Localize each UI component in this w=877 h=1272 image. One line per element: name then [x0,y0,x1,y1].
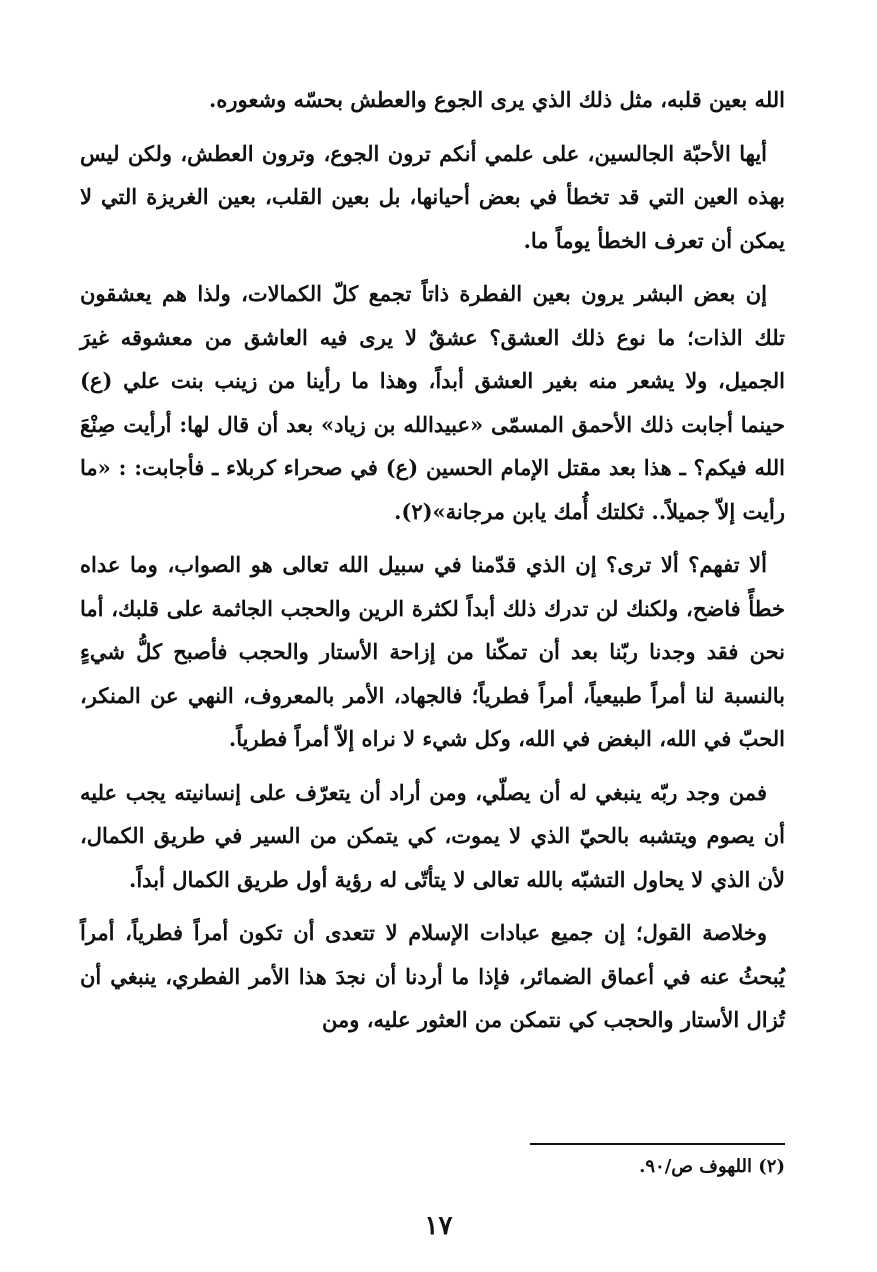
footnote: (٢) اللهوف ص/٩٠. [639,1156,785,1177]
body-text [80,78,785,1042]
paragraph-continuation: الله بعين قلبه، مثل ذلك الذي يرى الجوع والعطش بحسّه وشعوره. [209,87,785,112]
paragraph-prayer-fasting: فمن وجد ربّه ينبغي له أن يصلّي، ومن أراد أن يتعرّف على إنسانيته يجب عليه أن يصوم ويتشبه بالحيّ الذي لا يموت، كي يتمكن من السير في طريق الكمال، لأن الذي لا يحاول التشبّه بالله تعالى لا يتأتّى له رؤية أول طريق الكمال أبداً. [80,779,785,892]
page-number: ١٧ [424,1211,453,1241]
paragraph-do-you-not-see: ألا تفهم؟ ألا ترى؟ إن الذي قدّمنا في سبيل الله تعالى هو الصواب، وما عداه خطأً فاضح، ولكنك لن تدرك ذلك أبداً لكثرة الرين والحجب الجاثمة على قلبك، أما نحن فقد وجدنا ربّنا بعد أن تمكّنا من إزاحة الأستار والحجب فأصبح كلُّ شيءٍ بالنسبة لنا أمراً طبيعياً، أمراً فطرياً؛ فالجهاد، الأمر بالمعروف، النهي عن المنكر، الحبّ في الله، البغض في الله، وكل شيء لا نراه إلاّ أمراً فطرياً. [80,552,785,751]
footnote-divider [530,1143,785,1145]
paragraph-fitra-love: إن بعض البشر يرون بعين الفطرة ذاتاً تجمع كلّ الكمالات، ولذا هم يعشقون تلك الذات؛ ما نوع ذلك العشق؟ عشقٌ لا يرى فيه العاشق من معشوقه غيرَ الجميل، ولا يشعر منه بغير العشق أبداً، وهذا ما رأينا من زينب بنت علي (ع) حينما أجابت ذلك الأحمق المسمّى «عبيدالله بن زياد» بعد أن قال لها: أرأيت صِنْعَ الله فيكم؟ ـ هذا بعد مقتل الإمام الحسين (ع) في صحراء كربلاء ـ فأجابت: : «ما رأيت إلاّ جميلاً.. ثكلتك أُمك يابن مرجانة»(٢). [80,281,785,524]
paragraph-hunger-thirst: أيها الأحبّة الجالسين، على علمي أنكم ترون الجوع، وترون العطش، ولكن ليس بهذه العين التي قد تخطأ في بعض أحيانها، بل بعين القلب، بعين الغريزة التي لا يمكن أن تعرف الخطأ يوماً ما. [80,140,785,253]
paragraph-conclusion: وخلاصة القول؛ إن جميع عبادات الإسلام لا تتعدى أن تكون أمراً فطرياً، أمراً يُبحثُ عنه في أعماق الضمائر، فإذا ما أردنا أن نجدَ هذا الأمر الفطري، ينبغي أن تُزال الأستار والحجب كي نتمكن من العثور عليه، ومن [80,920,785,1032]
